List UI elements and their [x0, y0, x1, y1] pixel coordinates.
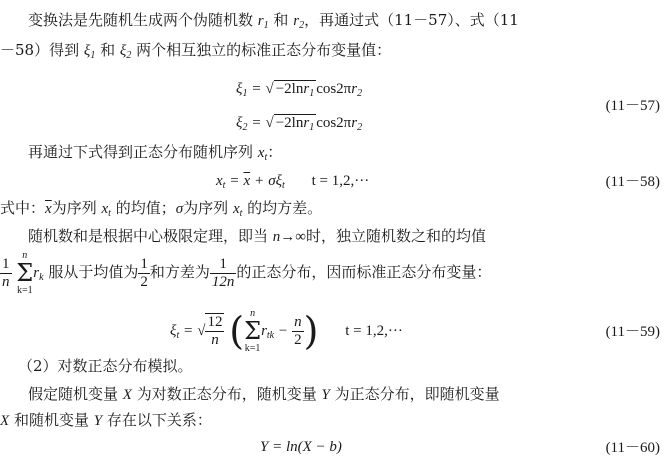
paragraph-7: 假定随机变量 X 为对数正态分布，随机变量 Y 为正态分布，即随机变量 [28, 385, 500, 403]
paragraph-8: X 和随机变量 Y 存在以下关系： [0, 411, 212, 429]
equation-11-57-line-2: $\xi_2$ = √ −2lnr$_1$ $\cos 2\pi r_2$ [236, 115, 363, 133]
equation-11-57-line-1: $\xi_1$ = √ −2lnr$_1$ $\cos 2\pi r_2$ [236, 81, 363, 99]
text: －58）得到 [0, 41, 80, 59]
paragraph-5: $\frac{1}{n}$ n Σ $k=1r_k$ 服从于均值为 $\frac{1}{2}$ 和方差为 $\frac{1}{12n}$ 的正态分布，因而标准正态分布变量： [2, 250, 492, 296]
equation-number: (11－60) [605, 440, 660, 456]
paragraph-2: 再通过下式得到正态分布随机序列 $x_t$： [28, 143, 283, 163]
paragraph-6: （2）对数正态分布模拟。 [18, 357, 193, 375]
equation-11-60: Y = ln(X − b) [260, 439, 342, 455]
fraction-1-over-n: $\frac{1}{n}$ [2, 255, 10, 290]
var-r1: $r_1$ [257, 13, 269, 31]
text: 和 [273, 11, 289, 29]
equation-number: (11－57) [605, 98, 660, 114]
text: 和 [100, 41, 116, 59]
text: 两个相互独立的标准正态分布变量值： [136, 41, 392, 59]
equation-number: (11－59) [605, 324, 660, 340]
equation-number: (11－58) [605, 174, 660, 190]
paragraph-1-line-1 [0, 10, 670, 31]
paragraph-3: 式中：$\overline{x}$为序列 $x_t$ 的均值；σ为序列 $x_t$ 的均方差。 [0, 199, 323, 219]
var-xi2: $\xi_2$ [119, 43, 132, 61]
var-r2: $r_2$ [293, 13, 305, 31]
equation-11-58: $x_t = \overline{x} + \sigma\xi_t$ t = 1,2,··· [216, 173, 370, 191]
text: 变换法是先随机生成两个伪随机数 [28, 11, 254, 29]
paragraph-4: 随机数和是根据中心极限定理，即当 n→∞时，独立随机数之和的均值 [28, 227, 487, 245]
var-xi1: $\xi_1$ [83, 43, 96, 61]
equation-11-59: $\xi_t$ = √ $\frac{12}{n}$ ( n Σ $k=1r_{tk}$ − $\frac{n}{2}$ ) t = 1,2,··· [170, 308, 403, 354]
paragraph-1-line-2 [0, 40, 670, 61]
summation-sign: n Σ k=1 [16, 250, 34, 296]
text: ，再通过式（11－57）、式（11 [304, 11, 519, 29]
